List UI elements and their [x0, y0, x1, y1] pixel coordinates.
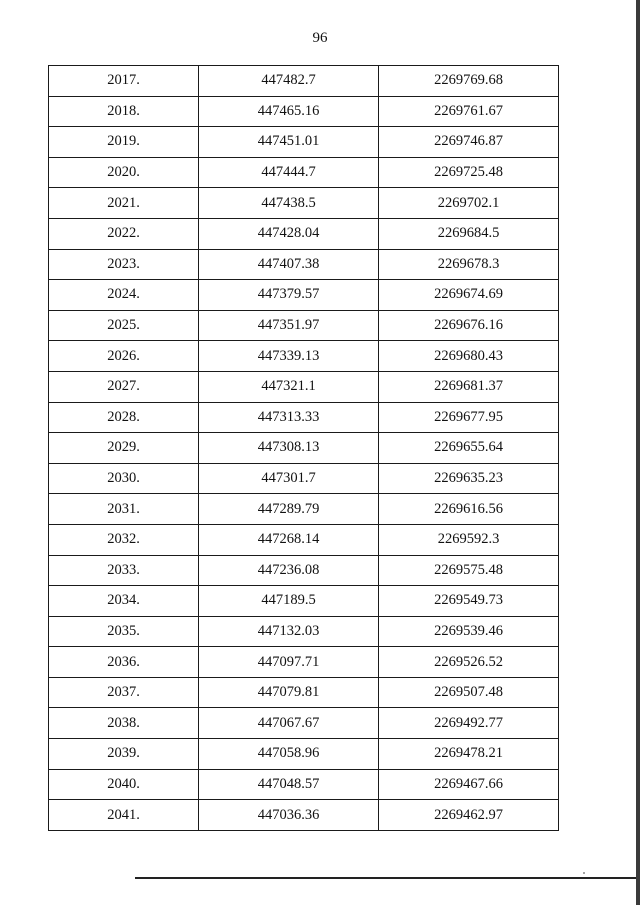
point-number-cell: 2026.: [49, 341, 199, 372]
point-number-cell: 2040.: [49, 769, 199, 800]
x-coordinate-cell: 447313.33: [199, 402, 379, 433]
x-coordinate-cell: 447379.57: [199, 280, 379, 311]
point-number-cell: 2020.: [49, 157, 199, 188]
y-coordinate-cell: 2269761.67: [379, 96, 559, 127]
table-row: [49, 341, 559, 372]
point-number-cell: 2035.: [49, 616, 199, 647]
table-row: [49, 402, 559, 433]
x-coordinate-cell: 447189.5: [199, 586, 379, 617]
point-number-cell: 2038.: [49, 708, 199, 739]
y-coordinate-cell: 2269635.23: [379, 463, 559, 494]
y-coordinate-cell: 2269539.46: [379, 616, 559, 647]
y-coordinate-cell: 2269725.48: [379, 157, 559, 188]
table-row: [49, 371, 559, 402]
y-coordinate-cell: 2269507.48: [379, 677, 559, 708]
table-row: [49, 555, 559, 586]
table-row: [49, 586, 559, 617]
point-number-cell: 2019.: [49, 127, 199, 158]
x-coordinate-cell: 447301.7: [199, 463, 379, 494]
table-row: [49, 433, 559, 464]
table-row: [49, 96, 559, 127]
y-coordinate-cell: 2269526.52: [379, 647, 559, 678]
page-number: 96: [312, 30, 328, 46]
y-coordinate-cell: 2269575.48: [379, 555, 559, 586]
coordinates-table-body: [49, 66, 559, 831]
table-row: [49, 769, 559, 800]
x-coordinate-cell: 447058.96: [199, 739, 379, 770]
table-row: [49, 127, 559, 158]
coordinates-table: [48, 65, 559, 831]
y-coordinate-cell: 2269680.43: [379, 341, 559, 372]
scan-speck: [583, 872, 585, 874]
table-row: [49, 310, 559, 341]
point-number-cell: 2022.: [49, 218, 199, 249]
y-coordinate-cell: 2269592.3: [379, 524, 559, 555]
point-number-cell: 2037.: [49, 677, 199, 708]
y-coordinate-cell: 2269678.3: [379, 249, 559, 280]
point-number-cell: 2029.: [49, 433, 199, 464]
table-row: [49, 188, 559, 219]
x-coordinate-cell: 447444.7: [199, 157, 379, 188]
x-coordinate-cell: 447482.7: [199, 66, 379, 97]
x-coordinate-cell: 447451.01: [199, 127, 379, 158]
table-row: [49, 280, 559, 311]
y-coordinate-cell: 2269676.16: [379, 310, 559, 341]
y-coordinate-cell: 2269478.21: [379, 739, 559, 770]
point-number-cell: 2036.: [49, 647, 199, 678]
point-number-cell: 2031.: [49, 494, 199, 525]
point-number-cell: 2025.: [49, 310, 199, 341]
x-coordinate-cell: 447351.97: [199, 310, 379, 341]
x-coordinate-cell: 447268.14: [199, 524, 379, 555]
y-coordinate-cell: 2269492.77: [379, 708, 559, 739]
point-number-cell: 2032.: [49, 524, 199, 555]
x-coordinate-cell: 447465.16: [199, 96, 379, 127]
point-number-cell: 2024.: [49, 280, 199, 311]
x-coordinate-cell: 447097.71: [199, 647, 379, 678]
table-row: [49, 218, 559, 249]
x-coordinate-cell: 447321.1: [199, 371, 379, 402]
table-row: [49, 647, 559, 678]
x-coordinate-cell: 447079.81: [199, 677, 379, 708]
point-number-cell: 2030.: [49, 463, 199, 494]
table-row: [49, 524, 559, 555]
table-row: [49, 157, 559, 188]
x-coordinate-cell: 447289.79: [199, 494, 379, 525]
y-coordinate-cell: 2269655.64: [379, 433, 559, 464]
x-coordinate-cell: 447067.67: [199, 708, 379, 739]
point-number-cell: 2034.: [49, 586, 199, 617]
table-row: [49, 494, 559, 525]
x-coordinate-cell: 447308.13: [199, 433, 379, 464]
y-coordinate-cell: 2269769.68: [379, 66, 559, 97]
y-coordinate-cell: 2269616.56: [379, 494, 559, 525]
y-coordinate-cell: 2269462.97: [379, 800, 559, 831]
y-coordinate-cell: 2269684.5: [379, 218, 559, 249]
y-coordinate-cell: 2269674.69: [379, 280, 559, 311]
table-row: [49, 739, 559, 770]
y-coordinate-cell: 2269549.73: [379, 586, 559, 617]
table-row: [49, 616, 559, 647]
point-number-cell: 2028.: [49, 402, 199, 433]
scan-edge: [636, 0, 640, 905]
table-row: [49, 249, 559, 280]
table-row: [49, 463, 559, 494]
point-number-cell: 2023.: [49, 249, 199, 280]
x-coordinate-cell: 447438.5: [199, 188, 379, 219]
y-coordinate-cell: 2269681.37: [379, 371, 559, 402]
point-number-cell: 2041.: [49, 800, 199, 831]
y-coordinate-cell: 2269467.66: [379, 769, 559, 800]
point-number-cell: 2021.: [49, 188, 199, 219]
x-coordinate-cell: 447132.03: [199, 616, 379, 647]
x-coordinate-cell: 447236.08: [199, 555, 379, 586]
y-coordinate-cell: 2269677.95: [379, 402, 559, 433]
point-number-cell: 2039.: [49, 739, 199, 770]
point-number-cell: 2033.: [49, 555, 199, 586]
point-number-cell: 2018.: [49, 96, 199, 127]
table-row: [49, 708, 559, 739]
table-row: [49, 677, 559, 708]
table-row: [49, 800, 559, 831]
x-coordinate-cell: 447339.13: [199, 341, 379, 372]
x-coordinate-cell: 447428.04: [199, 218, 379, 249]
point-number-cell: 2027.: [49, 371, 199, 402]
x-coordinate-cell: 447036.36: [199, 800, 379, 831]
table-row: [49, 66, 559, 97]
x-coordinate-cell: 447407.38: [199, 249, 379, 280]
y-coordinate-cell: 2269746.87: [379, 127, 559, 158]
y-coordinate-cell: 2269702.1: [379, 188, 559, 219]
bottom-rule: [135, 877, 640, 879]
point-number-cell: 2017.: [49, 66, 199, 97]
x-coordinate-cell: 447048.57: [199, 769, 379, 800]
